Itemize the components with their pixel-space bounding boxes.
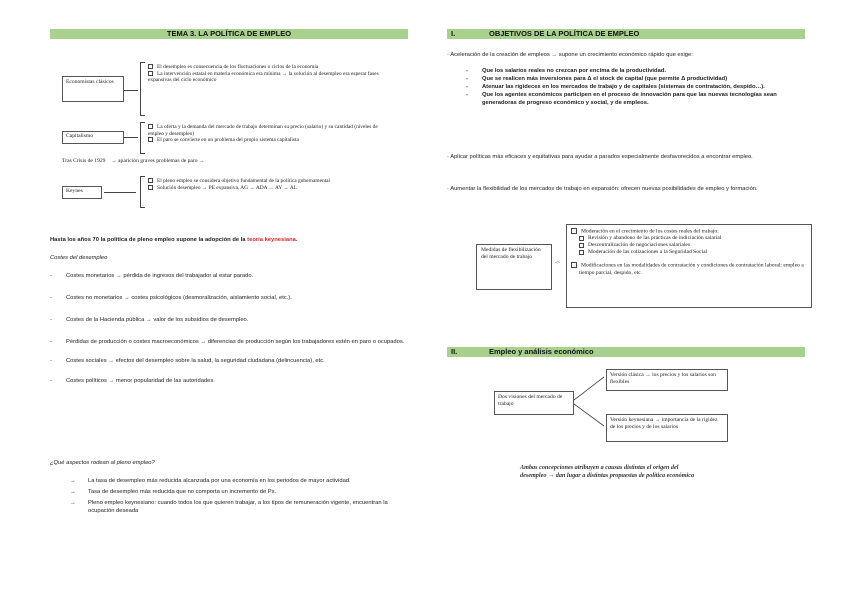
economistas-label: Economistas clásicos <box>66 79 114 85</box>
left-section-header <box>50 29 408 39</box>
sub-item: - Que los agentes económicos participen en el proceso de innovación para que las nuevas tecnologías sean generadoras de progreso económico y social, y de empleos. <box>466 92 777 106</box>
section1-title: OBJETIVOS DE LA POLÍTICA DE EMPLEO <box>489 29 640 38</box>
flex-sub-item: Moderación de las cotizaciones a la Seguridad Social <box>579 249 807 256</box>
aspectos-heading: ¿Qué aspectos rodean al pleno empleo? <box>50 460 155 466</box>
economistas-item-1: El desempleo es consecuencia de los fluctuaciones o ciclos de la economía <box>148 64 388 71</box>
visiones-label: Dos visiones del mercado de trabajo <box>498 394 563 407</box>
flex-sub-list <box>571 235 807 256</box>
costes-heading: Costes del desempleo <box>50 255 108 261</box>
flex-arrow: -> <box>555 260 561 266</box>
visiones-arrows <box>574 372 608 432</box>
crisis-text: Tras Crisis de 1929 <box>62 158 106 164</box>
vision-clasica-box <box>606 369 728 391</box>
keynes-box <box>62 186 102 199</box>
vision-clasica: Versión clásica → los precios y los salarios son flexibles <box>610 372 716 385</box>
objective-1-subitems <box>466 67 806 107</box>
capitalismo-item-1: La oferta y la demanda del mercado de trabajo determinan su precio (salario) y su cantidad (niveles de empleo y desempleo) <box>148 124 378 137</box>
sub-item: - Que los salarios reales no crezcan por encima de la productividad. <box>466 68 666 74</box>
intro-paragraph: Hasta los años 70 la política de pleno empleo supone la adopción de la teoría keynesiana. <box>50 237 298 243</box>
capitalismo-item-2: El paro se convierte en un problema del propio sistema capitalista <box>148 137 388 144</box>
section1-header <box>447 29 805 39</box>
flex-main-2: Modificaciones en las modalidades de contratación y condiciones de contratación laboral: empleo a tiempo parcial, despido, etc. <box>571 262 807 276</box>
page-title: TEMA 3. LA POLÍTICA DE EMPLEO <box>166 29 292 38</box>
coste-item: - Costes políticos → menor popularidad de las autoridades. <box>50 378 215 384</box>
arrow-to-clasica <box>574 377 604 400</box>
flex-sub-item: Revisión y abandono de las prácticas de indiciación salarial <box>579 235 807 242</box>
crisis-arrow-text: → aparición graves problemas de paro → <box>111 158 205 164</box>
flex-measures-box <box>566 224 812 308</box>
flex-label: Medidas de flexibilización del mercado de trabajo <box>481 247 541 260</box>
section2-title: Empleo y análisis económico <box>489 347 594 356</box>
capitalismo-items <box>148 124 388 144</box>
visiones-box <box>494 391 574 415</box>
keynes-items <box>148 178 388 191</box>
keynes-item-1: El pleno empleo se considera objetivo fundamental de la política gubernamental <box>148 178 388 185</box>
economistas-items <box>148 64 388 84</box>
aspecto-item: → Pleno empleo keynesiano: cuando todos los que quieren trabajar, a los tipos de remuneración vigente, encuentran la ocupación deseada <box>70 500 388 514</box>
flex-label-box <box>476 244 552 290</box>
keynes-item-2: Solución desempleo → PE expansiva, AG → ADA → AY → AL <box>148 185 388 192</box>
sub-item: - Que se realicen más inversiones para Δ el stock de capital (que permite Δ productividad) <box>466 76 728 82</box>
aspectos-list <box>70 477 408 515</box>
bracket-economistas <box>140 62 145 116</box>
coste-item: - Costes sociales → efectos del desempleo sobre la salud, la seguridad ciudadana (delincuencia), etc. <box>50 358 325 364</box>
coste-item: - Costes de la Hacienda pública → valor de los subsidios de desempleo. <box>50 317 249 323</box>
keynes-arrow <box>104 192 136 193</box>
costes-list <box>50 272 408 385</box>
objective-3: · Aumentar la flexibilidad de los mercados de trabajo en expansión: ofrecen nuevas posibilidades de empleo y formación. <box>447 186 758 192</box>
section2-header <box>447 347 805 357</box>
economistas-item-2: La intervención estatal en materia económica era mínima → la solución al desempleo era esperar fases expansivas del ciclo económico <box>148 70 379 84</box>
crisis-line <box>62 158 362 165</box>
keynesian-highlight: teoría keynesiana <box>247 237 296 243</box>
capitalismo-box <box>62 131 124 144</box>
objective-2: · Aplicar políticas más eficaces y equitativas para ayudar a parados especialmente desfavorecidos a encontrar empleo. <box>447 154 753 160</box>
coste-item: - Costes no monetarios → costes psicológicos (desmoralización, aislamiento social, etc.). <box>50 295 292 301</box>
keynes-label: Keynes <box>66 188 83 194</box>
arrow-to-keynes <box>574 404 604 426</box>
economistas-arrow <box>124 90 138 91</box>
vision-keynes: Versión keynesiana → importancia de la rigidez de los precios y de los salarios <box>610 417 718 430</box>
flex-main-1: Moderación en el crecimiento de los costes reales del trabajo: <box>571 228 807 235</box>
section1-number: I. <box>451 29 456 38</box>
flex-sub-item: Descentralización de negociaciones salariales <box>579 242 807 249</box>
coste-item: - Pérdidas de producción o costes macroeconómicos → diferencias de producción según los trabajadores estén en paro o ocupados. <box>50 339 405 345</box>
capitalismo-arrow <box>124 137 138 138</box>
aspecto-item: → La tasa de desempleo más reducida alcanzada por una economía en los periodos de mayor actividad. <box>70 478 351 484</box>
economistas-box <box>62 76 124 102</box>
bracket-keynes <box>140 176 145 208</box>
aspecto-item: → Tasa de desempleo más reducida que no comporta un incremento de Ps. <box>70 489 277 495</box>
objective-1: · Aceleración de la creación de empleos → supone un crecimiento económico rápido que exige: <box>447 52 693 58</box>
section2-number: II. <box>451 347 458 356</box>
capitalismo-label: Capitalismo <box>66 133 94 139</box>
vision-keynes-box <box>606 414 728 442</box>
bracket-capitalismo <box>140 122 145 154</box>
conclusion-text: Ambas concepciones atribuyen a causas distintas el origen del desempleo → dan lugar a distintas propuestas de política económica <box>520 464 695 479</box>
coste-item: - Costes monetarios → pérdida de ingresos del trabajador al estar parado. <box>50 273 254 279</box>
sub-item: - Atenuar las rigideces en los mercados de trabajo y de capitales (sistemas de contratación, despido…). <box>466 84 765 90</box>
